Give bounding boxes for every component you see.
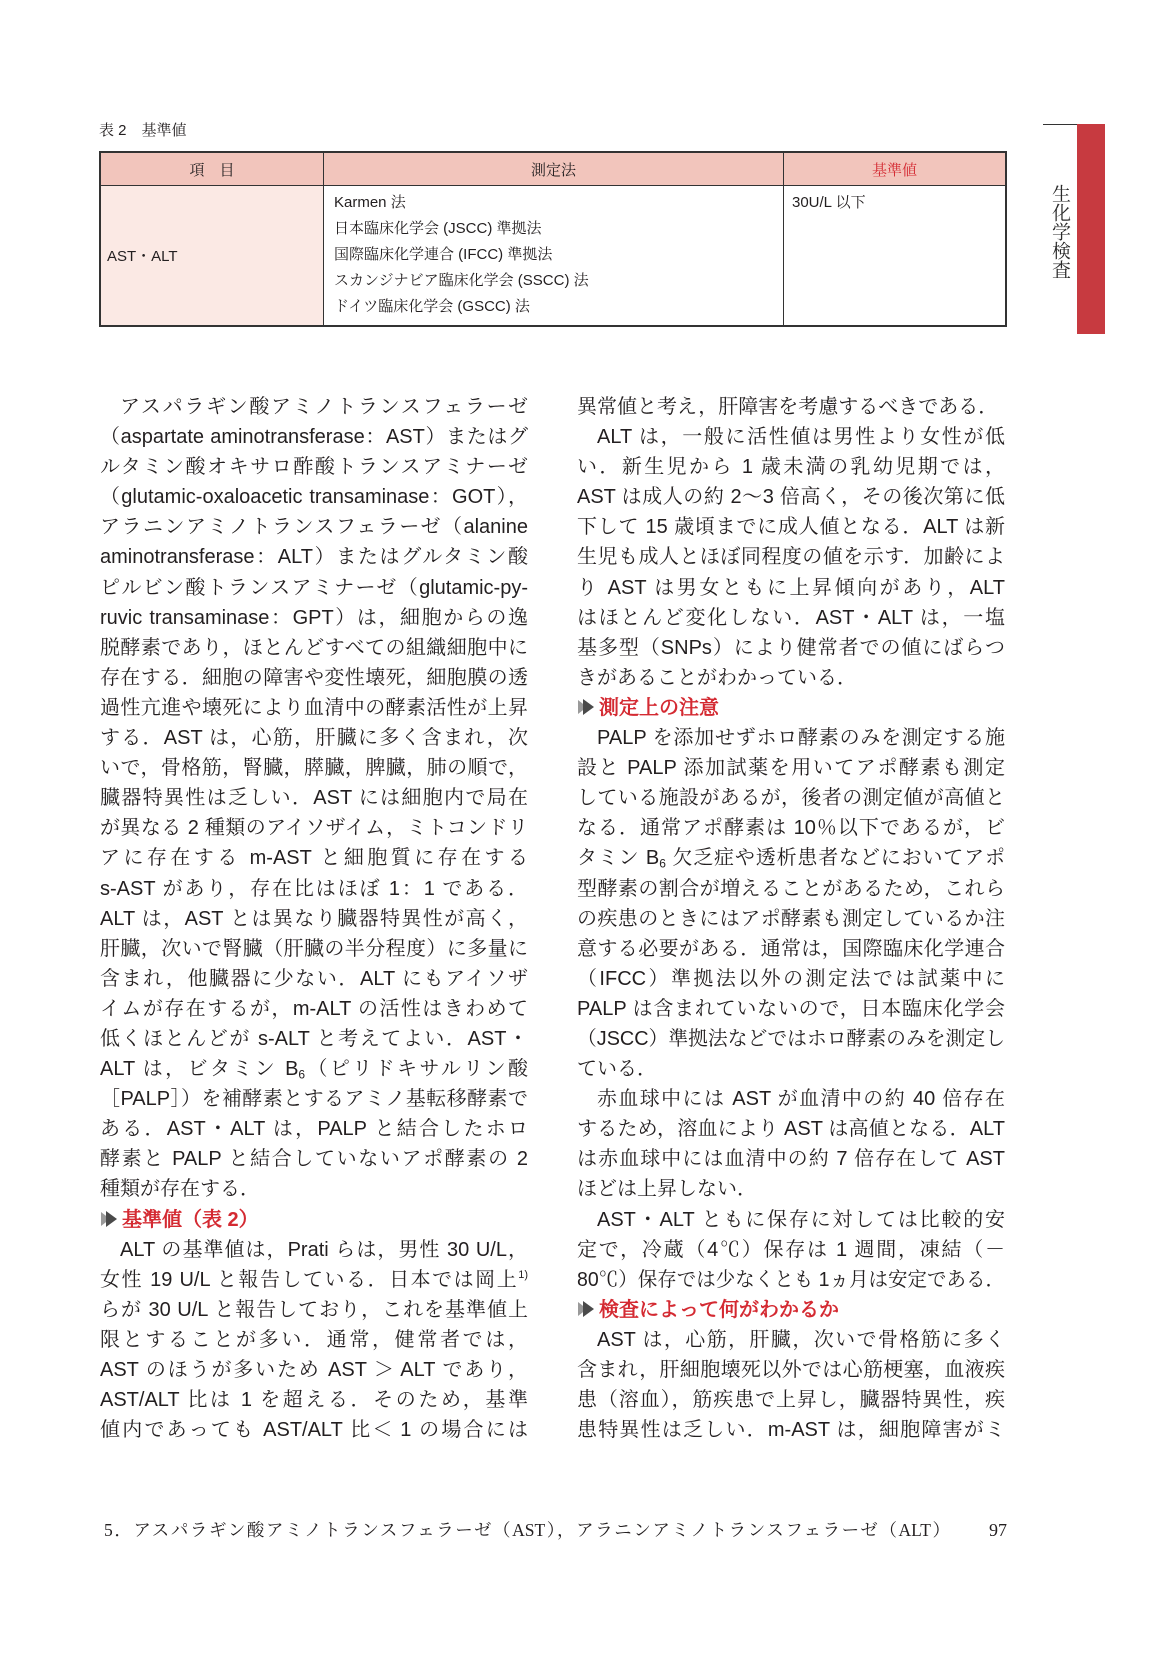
text-segment: （ピリドキサルリン酸 (305, 1058, 528, 1081)
table-header-item: 項 目 (101, 153, 324, 186)
text-line: アに存在する m-AST と細胞質に存在する (100, 847, 528, 870)
text-line: 設と PALP 添加試薬を用いてアポ酵素も測定 (577, 757, 1005, 780)
section-heading (577, 1295, 1005, 1325)
subscript: 6 (659, 857, 666, 871)
text-segment: ALT は，ビタミン B (100, 1058, 299, 1081)
text-line: 定で，冷蔵（4℃）保存は 1 週間，凍結（－ (577, 1238, 1005, 1261)
text-line: ほどは上昇しない． (577, 1178, 757, 1201)
text-line: AST のほうが多いため AST ＞ ALT であり， (100, 1359, 528, 1381)
text-line (577, 843, 1005, 873)
text-line: いで，骨格筋，腎臓，膵臓，脾臓，肺の順で， (100, 757, 528, 780)
text-line: PALP を添加せずホロ酵素のみを測定する施 (597, 727, 1005, 750)
text-line: している施設があるが，後者の測定値が高値と (577, 787, 1005, 810)
left-text-column (100, 392, 528, 1445)
text-line: 80℃）保存では少なくとも 1ヵ月は安定である． (577, 1268, 1005, 1291)
text-line: （aspartate aminotransferase：AST）またはグ (100, 426, 528, 449)
table-header-method: 測定法 (324, 153, 784, 186)
text-line: ている． (577, 1058, 657, 1081)
heading-marker-icon (577, 697, 597, 717)
text-line: （IFCC）準拠法以外の測定法では試薬中に (577, 967, 1005, 990)
reference-value-text: 30U/L 以下 (792, 194, 866, 211)
text-line: 赤血球中には AST が血清中の約 40 倍存在 (597, 1088, 1005, 1111)
method-line: スカンジナビア臨床化学会 (SSCC) 法 (334, 272, 589, 289)
text-line: 低くほとんどが s-ALT と考えてよい．AST・ (100, 1027, 528, 1050)
text-line: PALP は含まれていないので，日本臨床化学会 (577, 997, 1005, 1020)
text-line: s-AST があり，存在比はほぼ 1：1 である． (100, 877, 528, 900)
text-line: ピルビン酸トランスアミナーゼ（glutamic-py- (100, 576, 528, 599)
text-line: 過性亢進や壊死により血清中の酵素活性が上昇 (100, 696, 528, 719)
text-line: アラニンアミノトランスフェラーゼ（alanine (100, 516, 528, 539)
text-line: が異なる 2 種類のアイソザイム，ミトコンドリ (100, 817, 528, 840)
text-line: 含まれ，他臓器に少ない．ALT にもアイソザ (100, 967, 528, 990)
heading-marker-icon (100, 1209, 120, 1229)
section-heading-text: 基準値（表 2） (122, 1208, 259, 1231)
text-line: 型酵素の割合が増えることがあるため，これら (577, 877, 1005, 900)
text-line: らが 30 U/L と報告しており，これを基準値上 (100, 1298, 528, 1321)
text-line: ALT は，一般に活性値は男性より女性が低 (597, 426, 1005, 449)
text-line: 患（溶血），筋疾患で上昇し，臓器特異性，疾 (577, 1389, 1005, 1412)
text-line: 存在する．細胞の障害や変性壊死，細胞膜の透 (100, 666, 528, 689)
text-segment: 欠乏症や透析患者などにおいてアポ (665, 847, 1005, 870)
text-line: 基多型（SNPs）により健常者での値にばらつ (577, 636, 1005, 659)
text-line: 下して 15 歳頃までに成人値となる．ALT は新 (577, 516, 1005, 539)
text-line: ALT は，AST とは異なり臓器特異性が高く， (100, 907, 528, 930)
text-line: 肝臓，次いで腎臓（肝臓の半分程度）に多量に (100, 937, 528, 960)
text-line: はほとんど変化しない．AST・ALT は，一塩 (577, 606, 1005, 629)
table-cell-reference-value (784, 186, 1005, 325)
text-segment: タミン B (577, 847, 660, 870)
subscript: 6 (298, 1067, 306, 1082)
section-heading (577, 693, 1005, 723)
section-tab-label: 生化学検査 (1049, 184, 1070, 279)
text-line: 患特異性は乏しい．m-AST は，細胞障害がミ (577, 1419, 1005, 1442)
text-line: なる．通常アポ酵素は 10％以下であるが，ビ (577, 817, 1005, 840)
table-cell-item-text: AST・ALT (107, 248, 178, 265)
text-line: きがあることがわかっている． (577, 666, 857, 689)
text-line: 異常値と考え，肝障害を考慮するべきである． (577, 396, 999, 418)
text-line: 値内であっても AST/ALT 比＜ 1 の場合には (100, 1419, 528, 1442)
text-line: り AST は男女ともに上昇傾向があり，ALT (577, 576, 1005, 599)
text-line: ruvic transaminase：GPT）は，細胞からの逸 (100, 606, 528, 629)
table-cell-methods (324, 186, 784, 325)
table-header-reference: 基準値 (784, 153, 1005, 186)
section-heading (100, 1205, 528, 1235)
heading-marker-icon (577, 1299, 597, 1319)
section-heading-text: 測定上の注意 (599, 696, 719, 719)
text-line: 臓器特異性は乏しい．AST には細胞内で局在 (100, 787, 528, 810)
reference-superscript: 1) (518, 1268, 528, 1281)
text-line: ALT の基準値は，Prati らは，男性 30 U/L， (120, 1238, 528, 1261)
text-line: 酵素と PALP と結合していないアポ酵素の 2 (100, 1148, 528, 1171)
text-line: AST は，心筋，肝臓，次いで骨格筋に多く (597, 1328, 1005, 1351)
page-number: 97 (989, 1520, 1007, 1540)
text-line: 脱酵素であり，ほとんどすべての組織細胞中に (100, 636, 528, 659)
text-line: 種類が存在する． (100, 1178, 260, 1201)
text-line: AST・ALT ともに保存に対しては比較的安 (597, 1208, 1005, 1231)
text-line: AST は成人の約 2～3 倍高く，その後次第に低 (577, 486, 1005, 509)
method-line: 国際臨床化学連合 (IFCC) 準拠法 (334, 246, 553, 263)
text-line: AST/ALT 比は 1 を超える．そのため，基準 (100, 1389, 528, 1412)
text-line: イムが存在するが，m-ALT の活性はきわめて (100, 997, 528, 1020)
text-line: する．AST は，心筋，肝臓に多く含まれ，次 (100, 727, 528, 750)
section-heading-text: 検査によって何がわかるか (599, 1298, 839, 1321)
text-line: （JSCC）準拠法などではホロ酵素のみを測定し (577, 1027, 1005, 1050)
text-line (100, 1054, 528, 1084)
text-line: ある．AST・ALT は，PALP と結合したホロ (100, 1118, 528, 1141)
text-line: 生児も成人とほぼ同程度の値を示す．加齢によ (577, 546, 1005, 569)
text-line: は赤血球中には血清中の約 7 倍存在して AST (577, 1148, 1005, 1171)
text-segment: 女性 19 U/L と報告している．日本では岡上 (100, 1268, 519, 1291)
table-caption: 表 2 基準値 (99, 122, 187, 139)
section-tab-rule (1043, 124, 1077, 125)
text-line (100, 1265, 528, 1295)
right-text-column (577, 392, 1005, 1445)
table-cell-item (101, 186, 324, 325)
text-line: するため，溶血により AST は高値となる．ALT (577, 1118, 1005, 1141)
reference-value-table (99, 151, 1007, 327)
text-line: （glutamic-oxaloacetic transaminase：GOT）， (100, 486, 528, 509)
text-line: い．新生児から 1 歳未満の乳幼児期では， (577, 456, 1005, 479)
text-line: 含まれ，肝細胞壊死以外では心筋梗塞，血液疾 (577, 1359, 1005, 1381)
running-footer: 5．アスパラギン酸アミノトランスフェラーゼ（AST），アラニンアミノトランスフェラーゼ（ALT） (104, 1520, 950, 1540)
text-line: ルタミン酸オキサロ酢酸トランスアミナーゼ (100, 456, 528, 479)
text-line: 意する必要がある．通常は，国際臨床化学連合 (577, 937, 1005, 960)
section-tab-bar (1077, 124, 1105, 334)
text-line: 限とすることが多い．通常，健常者では， (100, 1328, 528, 1351)
text-line: の疾患のときにはアポ酵素も測定しているか注 (577, 907, 1005, 930)
text-line: aminotransferase：ALT）またはグルタミン酸 (100, 546, 528, 569)
method-line: ドイツ臨床化学会 (GSCC) 法 (334, 298, 530, 315)
text-line: アスパラギン酸アミノトランスフェラーゼ (120, 396, 528, 418)
method-line: Karmen 法 (334, 194, 406, 211)
method-line: 日本臨床化学会 (JSCC) 準拠法 (334, 220, 542, 237)
text-line: ［PALP］）を補酵素とするアミノ基転移酵素で (100, 1088, 528, 1111)
